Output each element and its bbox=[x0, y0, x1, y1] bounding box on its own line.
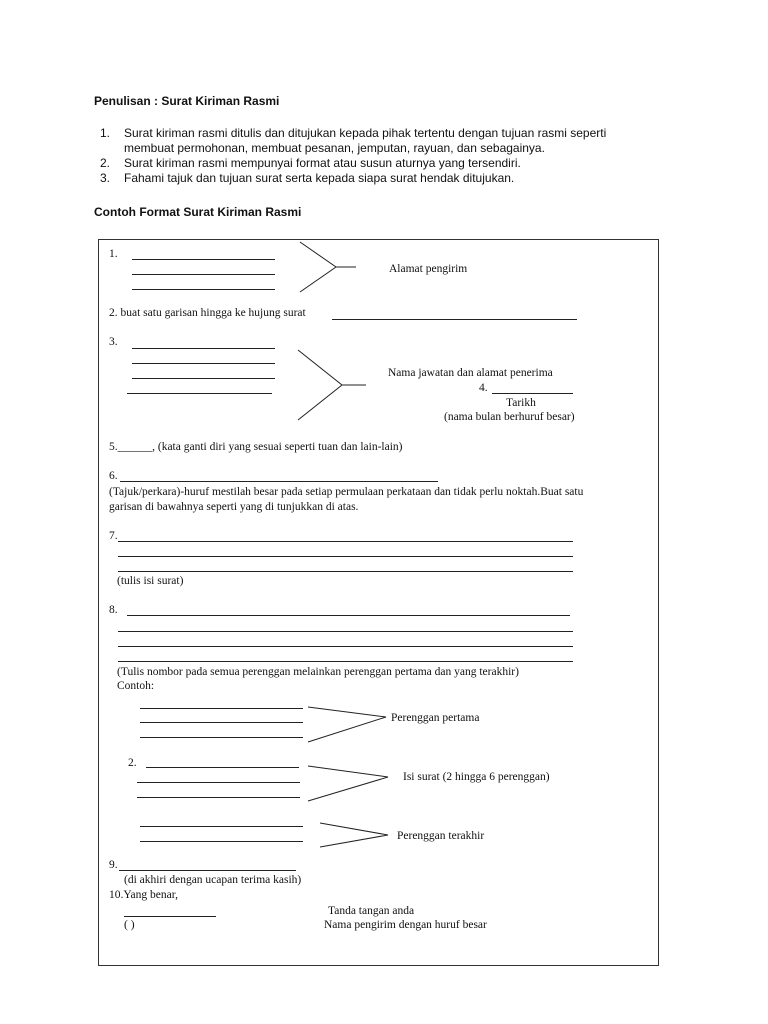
first-para-line bbox=[140, 722, 303, 723]
signature-line bbox=[124, 916, 216, 917]
closing-line bbox=[119, 870, 296, 871]
note-1-number: 1. bbox=[100, 126, 111, 140]
first-para-label: Perenggan pertama bbox=[391, 712, 480, 724]
sender-line bbox=[132, 289, 275, 290]
bracket-sender bbox=[300, 242, 356, 292]
sender-line bbox=[132, 259, 275, 260]
note-3-number: 3. bbox=[100, 171, 111, 185]
date-line bbox=[492, 393, 573, 394]
arrow-first-para bbox=[308, 707, 386, 742]
para-2-number: 2. bbox=[128, 757, 137, 769]
sender-name-brackets: ( ) bbox=[124, 919, 135, 931]
item-2-text: 2. buat satu garisan hingga ke hujung surat bbox=[109, 307, 306, 319]
title-note-line-2: garisan di bawahnya seperti yang di tunjukkan di atas. bbox=[109, 501, 359, 513]
middle-para-line bbox=[137, 782, 300, 783]
date-note: (nama bulan berhuruf besar) bbox=[444, 411, 575, 423]
item-6-number: 6. bbox=[109, 470, 118, 482]
body-note: (tulis isi surat) bbox=[117, 575, 184, 587]
note-2-number: 2. bbox=[100, 156, 111, 170]
item-9-number: 9. bbox=[109, 859, 118, 871]
item-8-number: 8. bbox=[109, 604, 118, 616]
sender-line bbox=[132, 274, 275, 275]
sender-address-label: Alamat pengirim bbox=[389, 263, 468, 275]
last-para-line bbox=[140, 826, 303, 827]
sender-name-label: Nama pengirim dengan huruf besar bbox=[324, 919, 487, 931]
middle-para-label: Isi surat (2 hingga 6 perenggan) bbox=[403, 771, 550, 783]
item-5-text: 5.______, (kata ganti diri yang sesuai seperti tuan dan lain-lain) bbox=[109, 441, 403, 453]
body-line bbox=[118, 541, 573, 542]
paragraph-line bbox=[118, 646, 573, 647]
item-7-number: 7. bbox=[109, 530, 118, 542]
example-label: Contoh: bbox=[117, 680, 155, 692]
note-2-line-1: Surat kiriman rasmi mempunyai format atau susun aturnya yang tersendiri. bbox=[124, 156, 521, 170]
middle-para-line bbox=[146, 767, 299, 768]
separator-line bbox=[332, 319, 577, 320]
paragraph-line bbox=[118, 631, 573, 632]
body-line bbox=[118, 556, 573, 557]
item-3-number: 3. bbox=[109, 336, 118, 348]
middle-para-line bbox=[137, 797, 300, 798]
recipient-line bbox=[132, 378, 275, 379]
recipient-line bbox=[127, 393, 272, 394]
item-10-text: 10.Yang benar, bbox=[109, 889, 178, 901]
page-heading: Penulisan : Surat Kiriman Rasmi bbox=[94, 94, 280, 108]
note-3-line-1: Fahami tajuk dan tujuan surat serta kepada siapa surat hendak ditujukan. bbox=[124, 171, 515, 185]
first-para-line bbox=[140, 737, 303, 738]
signature-label: Tanda tangan anda bbox=[328, 905, 415, 917]
paragraph-line bbox=[118, 661, 573, 662]
title-line bbox=[120, 481, 438, 482]
note-1-line-1: Surat kiriman rasmi ditulis dan ditujukan kepada pihak tertentu dengan tujuan rasmi seperti bbox=[124, 126, 607, 140]
note-1-line-2: membuat permohonan, membuat pesanan, jemputan, rayuan, dan sebagainya. bbox=[124, 141, 545, 155]
date-label: Tarikh bbox=[506, 397, 536, 409]
last-para-label: Perenggan terakhir bbox=[397, 830, 485, 842]
bracket-recipient bbox=[298, 350, 366, 420]
body-line bbox=[118, 571, 573, 572]
last-para-line bbox=[140, 841, 303, 842]
recipient-line bbox=[132, 348, 275, 349]
closing-note: (di akhiri dengan ucapan terima kasih) bbox=[124, 874, 302, 886]
recipient-label: Nama jawatan dan alamat penerima bbox=[388, 367, 553, 379]
item-4-number: 4. bbox=[479, 382, 488, 394]
item-1-number: 1. bbox=[109, 248, 118, 260]
recipient-line bbox=[132, 363, 275, 364]
paragraph-line bbox=[127, 615, 570, 616]
paragraph-note: (Tulis nombor pada semua perenggan melainkan perenggan pertama dan yang terakhir) bbox=[117, 666, 519, 678]
title-note-line-1: (Tajuk/perkara)-huruf mestilah besar pada setiap permulaan perkataan dan tidak perlu noktah.Buat satu bbox=[109, 486, 584, 498]
arrow-last-para bbox=[320, 823, 388, 847]
section-title: Contoh Format Surat Kiriman Rasmi bbox=[94, 205, 302, 219]
arrow-middle-para bbox=[308, 766, 388, 801]
first-para-line bbox=[140, 708, 303, 709]
